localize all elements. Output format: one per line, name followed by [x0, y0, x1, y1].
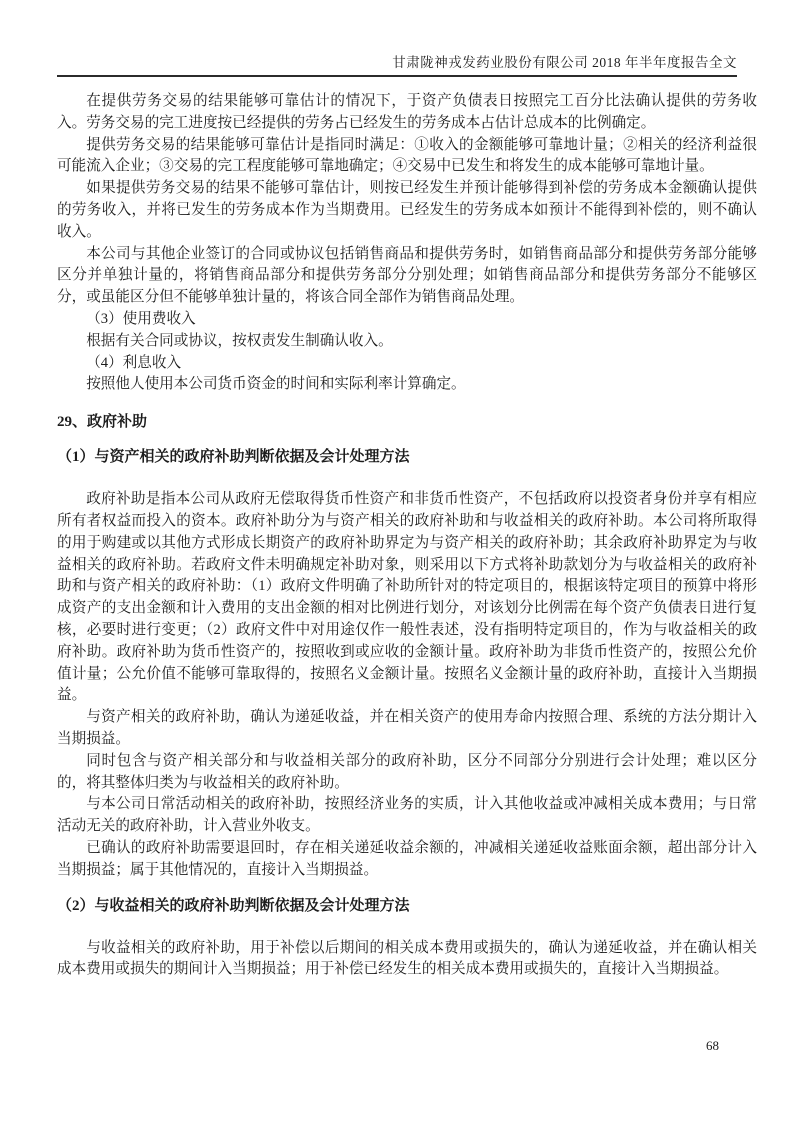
page-number: 68 [706, 1038, 719, 1053]
paragraph: 政府补助是指本公司从政府无偿取得货币性资产和非货币性资产，不包括政府以投资者身份并享有相应所有者权益而投入的资本。政府补助分为与资产相关的政府补助和与收益相关的政府补助。本公司将所取得的用于购建或以其他方式形成长期资产的政府补助界定为与资产相关的政府补助；其余政府补助界定为与收益相关的政府补助。若政府文件未明确规定补助对象，则采用以下方式将补助款划分为与收益相关的政府补助和与资产相关的政府补助：（1）政府文件明确了补助所针对的特定项目的，根据该特定项目的预算中将形成资产的支出金额和计入费用的支出金额的相对比例进行划分，对该划分比例需在每个资产负债表日进行复核，必要时进行变更；（2）政府文件中对用途仅作一般性表述，没有指明特定项目的，作为与收益相关的政府补助。政府补助为货币性资产的，按照收到或应收的金额计量。政府补助为非货币性资产的，按照公允价值计量；公允价值不能够可靠取得的，按照名义金额计量。按照名义金额计量的政府补助，直接计入当期损益。 [57, 491, 757, 704]
paragraph: 本公司与其他企业签订的合同或协议包括销售商品和提供劳务时，如销售商品部分和提供劳务部分能够区分并单独计量的，将销售商品部分和提供劳务部分分别处理；如销售商品部分和提供劳务部分不能够区分，或虽能区分但不能够单独计量的，将该合同全部作为销售商品处理。 [57, 245, 757, 306]
paragraph: 已确认的政府补助需要退回时，存在相关递延收益余额的，冲减相关递延收益账面余额，超出部分计入当期损益；属于其他情况的，直接计入当期损益。 [57, 839, 757, 878]
report-title: 甘肃陇神戎发药业股份有限公司 2018 年半年度报告全文 [392, 55, 737, 70]
page-header [57, 0, 737, 77]
paragraph: 与收益相关的政府补助，用于补偿以后期间的相关成本费用或损失的，确认为递延收益，并在确认相关成本费用或损失的期间计入当期损益；用于补偿已经发生的相关成本费用或损失的，直接计入当期损益。 [57, 939, 757, 978]
paragraph: （3）使用费收入 [86, 310, 196, 327]
document-body [57, 91, 757, 981]
paragraph: 根据有关合同或协议，按权责发生制确认收入。 [86, 332, 393, 349]
paragraph: 按照他人使用本公司货币资金的时间和实际利率计算确定。 [86, 376, 466, 393]
paragraph: 同时包含与资产相关部分和与收益相关部分的政府补助，区分不同部分分别进行会计处理；难以区分的，将其整体归类为与收益相关的政府补助。 [57, 752, 757, 791]
paragraph: 与本公司日常活动相关的政府补助，按照经济业务的实质，计入其他收益或冲减相关成本费用；与日常活动无关的政府补助，计入营业外收支。 [57, 796, 757, 835]
paragraph: 如果提供劳务交易的结果不能够可靠估计，则按已经发生并预计能够得到补偿的劳务成本金额确认提供的劳务收入，并将已发生的劳务成本作为当期费用。已经发生的劳务成本如预计不能得到补偿的，则不确认收入。 [57, 180, 757, 240]
section-heading-government-subsidy: 29、政府补助 [57, 414, 148, 431]
paragraph: （4）利息收入 [86, 354, 182, 371]
paragraph: 在提供劳务交易的结果能够可靠估计的情况下，于资产负债表日按照完工百分比法确认提供的劳务收入。劳务交易的完工进度按已经提供的劳务占已经发生的劳务成本占估计总成本的比例确定。 [57, 93, 757, 131]
subsection-heading-asset-related: （1）与资产相关的政府补助判断依据及会计处理方法 [57, 449, 410, 466]
paragraph: 提供劳务交易的结果能够可靠估计是指同时满足：①收入的金额能够可靠地计量；②相关的经济利益很可能流入企业；③交易的完工程度能够可靠地确定；④交易中已发生和将发生的成本能够可靠地计量。 [57, 136, 757, 175]
subsection-heading-income-related: （2）与收益相关的政府补助判断依据及会计处理方法 [57, 897, 410, 914]
paragraph: 与资产相关的政府补助，确认为递延收益，并在相关资产的使用寿命内按照合理、系统的方法分期计入当期损益。 [57, 709, 757, 747]
